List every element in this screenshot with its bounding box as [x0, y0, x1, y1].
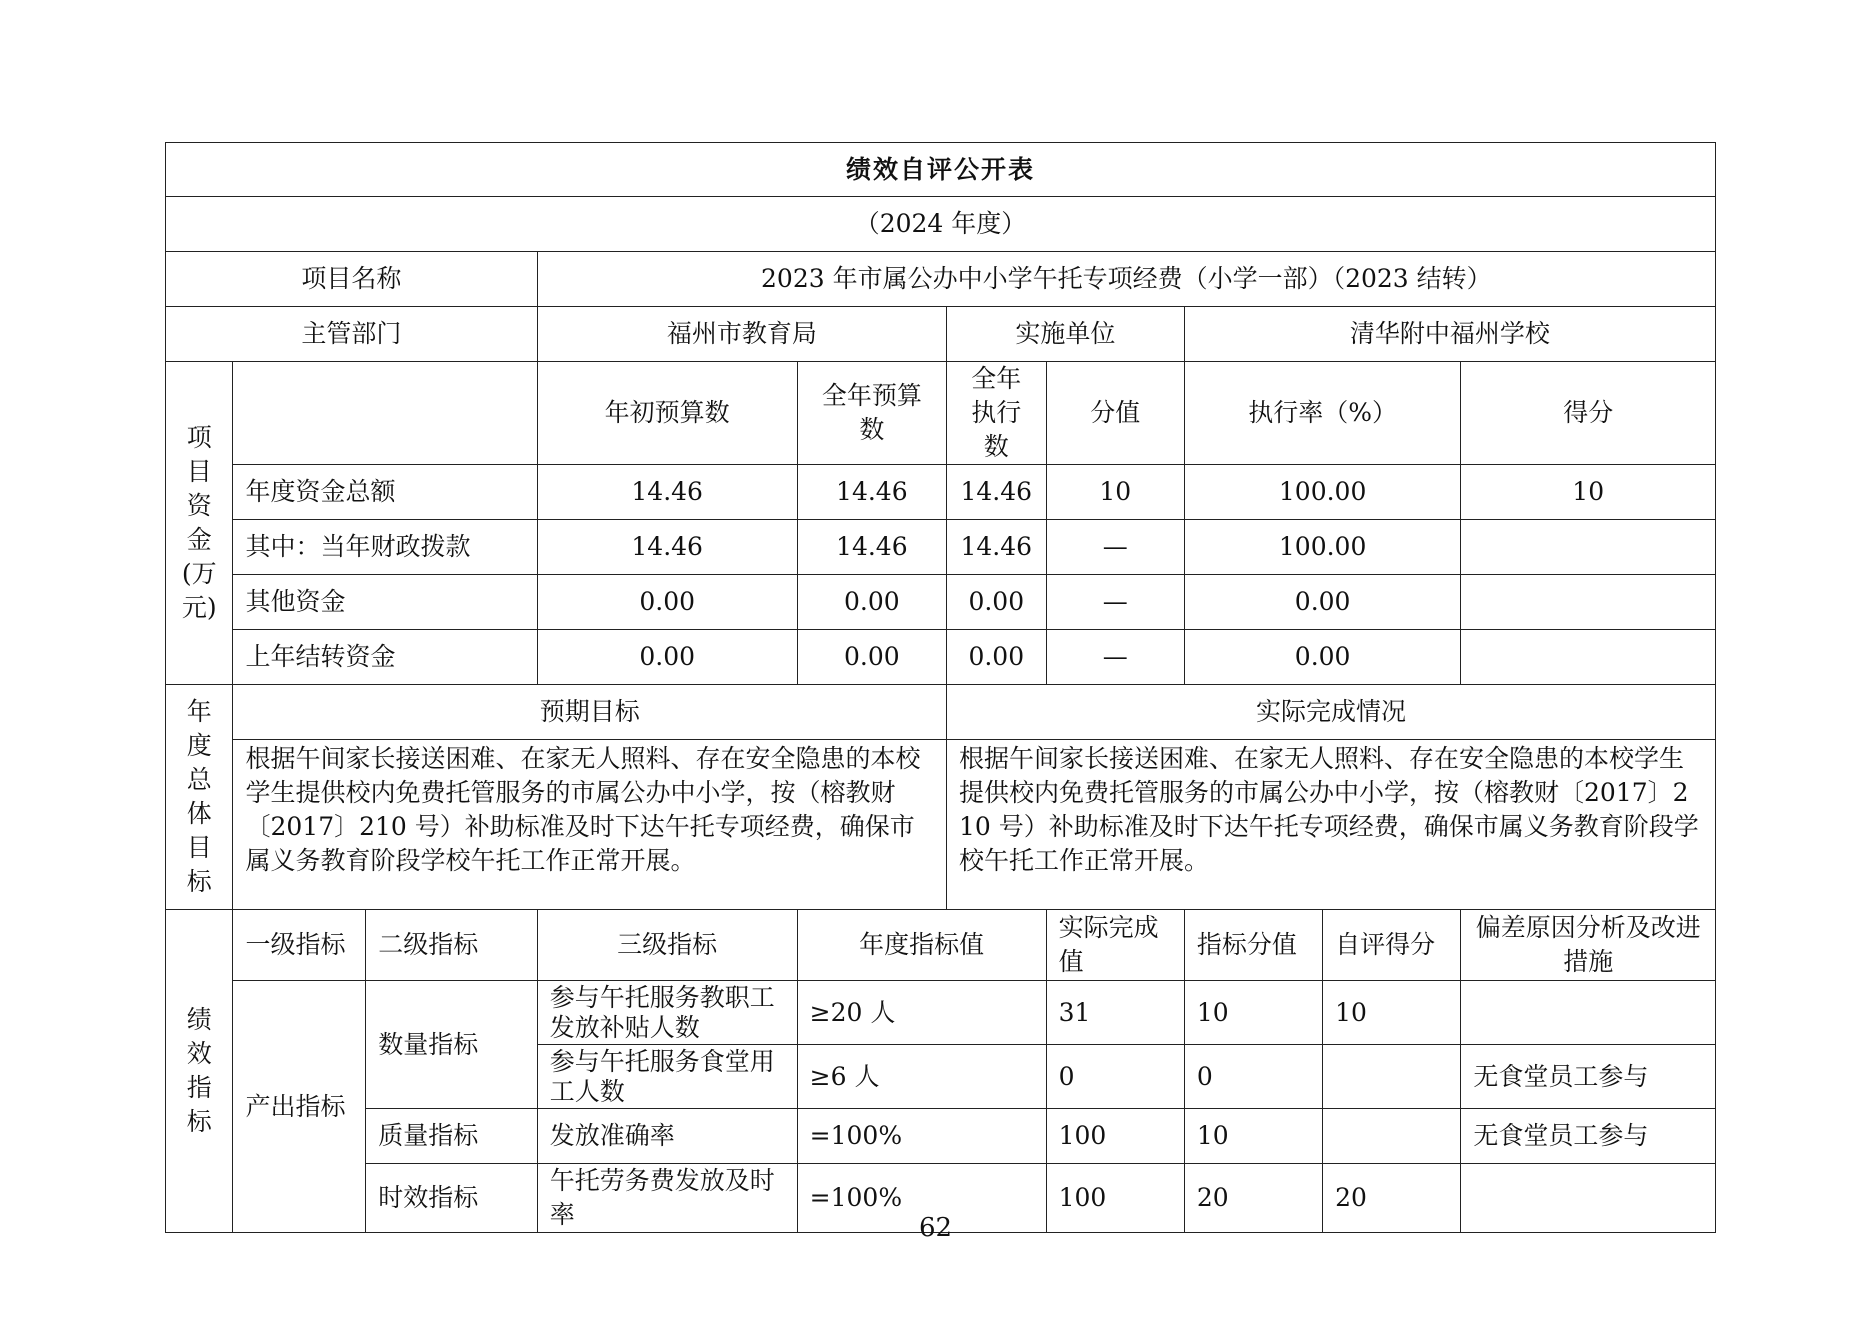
funds-score-value: — — [1046, 520, 1184, 575]
unit-value: 清华附中福州学校 — [1184, 307, 1715, 362]
funds-header-executed: 全年执行数 — [947, 362, 1047, 465]
goals-section-label: 年 度 总 体 目 标 — [166, 685, 233, 910]
funds-score — [1461, 575, 1716, 630]
funds-score: 10 — [1461, 465, 1716, 520]
project-name-value: 2023 年市属公办中小学午托专项经费（小学一部）（2023 结转） — [537, 252, 1715, 307]
indicator-self-score — [1323, 1045, 1461, 1109]
funds-annual: 0.00 — [797, 575, 946, 630]
indicator-row — [166, 1109, 1716, 1164]
funds-row — [166, 465, 1716, 520]
indicator-weight: 20 — [1184, 1164, 1322, 1233]
header-self-score: 自评得分 — [1323, 910, 1461, 981]
indicator-target: ≥6 人 — [797, 1045, 1046, 1109]
indicator-actual: 0 — [1046, 1045, 1184, 1109]
funds-rate: 0.00 — [1184, 575, 1461, 630]
funds-header-blank — [233, 362, 537, 465]
funds-rate: 0.00 — [1184, 630, 1461, 685]
funds-rate: 100.00 — [1184, 465, 1461, 520]
funds-row-label: 年度资金总额 — [233, 465, 537, 520]
expected-goal-header: 预期目标 — [233, 685, 947, 740]
funds-executed: 14.46 — [947, 520, 1047, 575]
funds-score-value: — — [1046, 630, 1184, 685]
unit-label: 实施单位 — [947, 307, 1185, 362]
funds-score-value: 10 — [1046, 465, 1184, 520]
report-year: （2024 年度） — [166, 197, 1716, 252]
header-weight: 指标分值 — [1184, 910, 1322, 981]
funds-score — [1461, 630, 1716, 685]
indicator-self-score: 10 — [1323, 981, 1461, 1045]
funds-row — [166, 520, 1716, 575]
level1-output: 产出指标 — [233, 981, 366, 1233]
indicator-deviation: 无食堂员工参与 — [1461, 1045, 1716, 1109]
indicator-level3: 参与午托服务食堂用工人数 — [537, 1045, 797, 1109]
funds-annual: 14.46 — [797, 520, 946, 575]
funds-header-annual: 全年预算数 — [797, 362, 946, 465]
indicator-row — [166, 981, 1716, 1045]
indicator-weight: 0 — [1184, 1045, 1322, 1109]
page-number: 62 — [918, 1213, 953, 1243]
funds-executed: 0.00 — [947, 630, 1047, 685]
funds-row-label: 上年结转资金 — [233, 630, 537, 685]
indicators-section-label: 绩 效 指 标 — [166, 910, 233, 1233]
indicator-deviation — [1461, 981, 1716, 1045]
dept-value: 福州市教育局 — [537, 307, 946, 362]
expected-goal-text: 根据午间家长接送困难、在家无人照料、存在安全隐患的本校学生提供校内免费托管服务的市属公办中小学，按（榕教财〔2017〕210 号）补助标准及时下达午托专项经费，确保市属义务教育阶段学校午托工作正常开展。 — [233, 740, 947, 910]
indicator-weight: 10 — [1184, 981, 1322, 1045]
header-deviation: 偏差原因分析及改进措施 — [1461, 910, 1716, 981]
header-actual: 实际完成值 — [1046, 910, 1184, 981]
funds-row-label: 其中：当年财政拨款 — [233, 520, 537, 575]
level2-quantity: 数量指标 — [366, 981, 537, 1109]
indicator-actual: 100 — [1046, 1109, 1184, 1164]
actual-result-header: 实际完成情况 — [947, 685, 1716, 740]
indicator-target: =100% — [797, 1109, 1046, 1164]
indicator-actual: 31 — [1046, 981, 1184, 1045]
funds-annual: 14.46 — [797, 465, 946, 520]
funds-score-value: — — [1046, 575, 1184, 630]
level2-timeliness: 时效指标 — [366, 1164, 537, 1233]
indicator-self-score: 20 — [1323, 1164, 1461, 1233]
funds-row — [166, 575, 1716, 630]
indicator-level3: 参与午托服务教职工发放补贴人数 — [537, 981, 797, 1045]
indicator-actual: 100 — [1046, 1164, 1184, 1233]
header-level1: 一级指标 — [233, 910, 366, 981]
indicator-target: =100% — [797, 1164, 1046, 1233]
indicator-self-score — [1323, 1109, 1461, 1164]
level2-quality: 质量指标 — [366, 1109, 537, 1164]
page-title: 绩效自评公开表 — [166, 143, 1716, 197]
indicator-level3: 发放准确率 — [537, 1109, 797, 1164]
indicator-deviation: 无食堂员工参与 — [1461, 1109, 1716, 1164]
actual-result-text: 根据午间家长接送困难、在家无人照料、存在安全隐患的本校学生提供校内免费托管服务的市属公办中小学，按（榕教财〔2017〕210 号）补助标准及时下达午托专项经费，确保市属义务教育阶段学校午托工作正常开展。 — [947, 740, 1716, 910]
funds-row — [166, 630, 1716, 685]
funds-executed: 14.46 — [947, 465, 1047, 520]
indicator-level3: 午托劳务费发放及时率 — [537, 1164, 797, 1233]
indicator-target: ≥20 人 — [797, 981, 1046, 1045]
header-level2: 二级指标 — [366, 910, 537, 981]
funds-annual: 0.00 — [797, 630, 946, 685]
funds-executed: 0.00 — [947, 575, 1047, 630]
funds-header-rate: 执行率（%） — [1184, 362, 1461, 465]
header-level3: 三级指标 — [537, 910, 797, 981]
funds-header-score: 得分 — [1461, 362, 1716, 465]
funds-rate: 100.00 — [1184, 520, 1461, 575]
header-target: 年度指标值 — [797, 910, 1046, 981]
funds-header-score-value: 分值 — [1046, 362, 1184, 465]
funds-score — [1461, 520, 1716, 575]
indicator-weight: 10 — [1184, 1109, 1322, 1164]
project-name-label: 项目名称 — [166, 252, 538, 307]
funds-initial: 0.00 — [537, 630, 797, 685]
funds-initial: 0.00 — [537, 575, 797, 630]
funds-header-initial: 年初预算数 — [537, 362, 797, 465]
dept-label: 主管部门 — [166, 307, 538, 362]
funds-initial: 14.46 — [537, 520, 797, 575]
funds-row-label: 其他资金 — [233, 575, 537, 630]
funds-section-label: 项 目 资 金 (万 元) — [166, 362, 233, 685]
performance-table — [165, 142, 1716, 1233]
funds-initial: 14.46 — [537, 465, 797, 520]
